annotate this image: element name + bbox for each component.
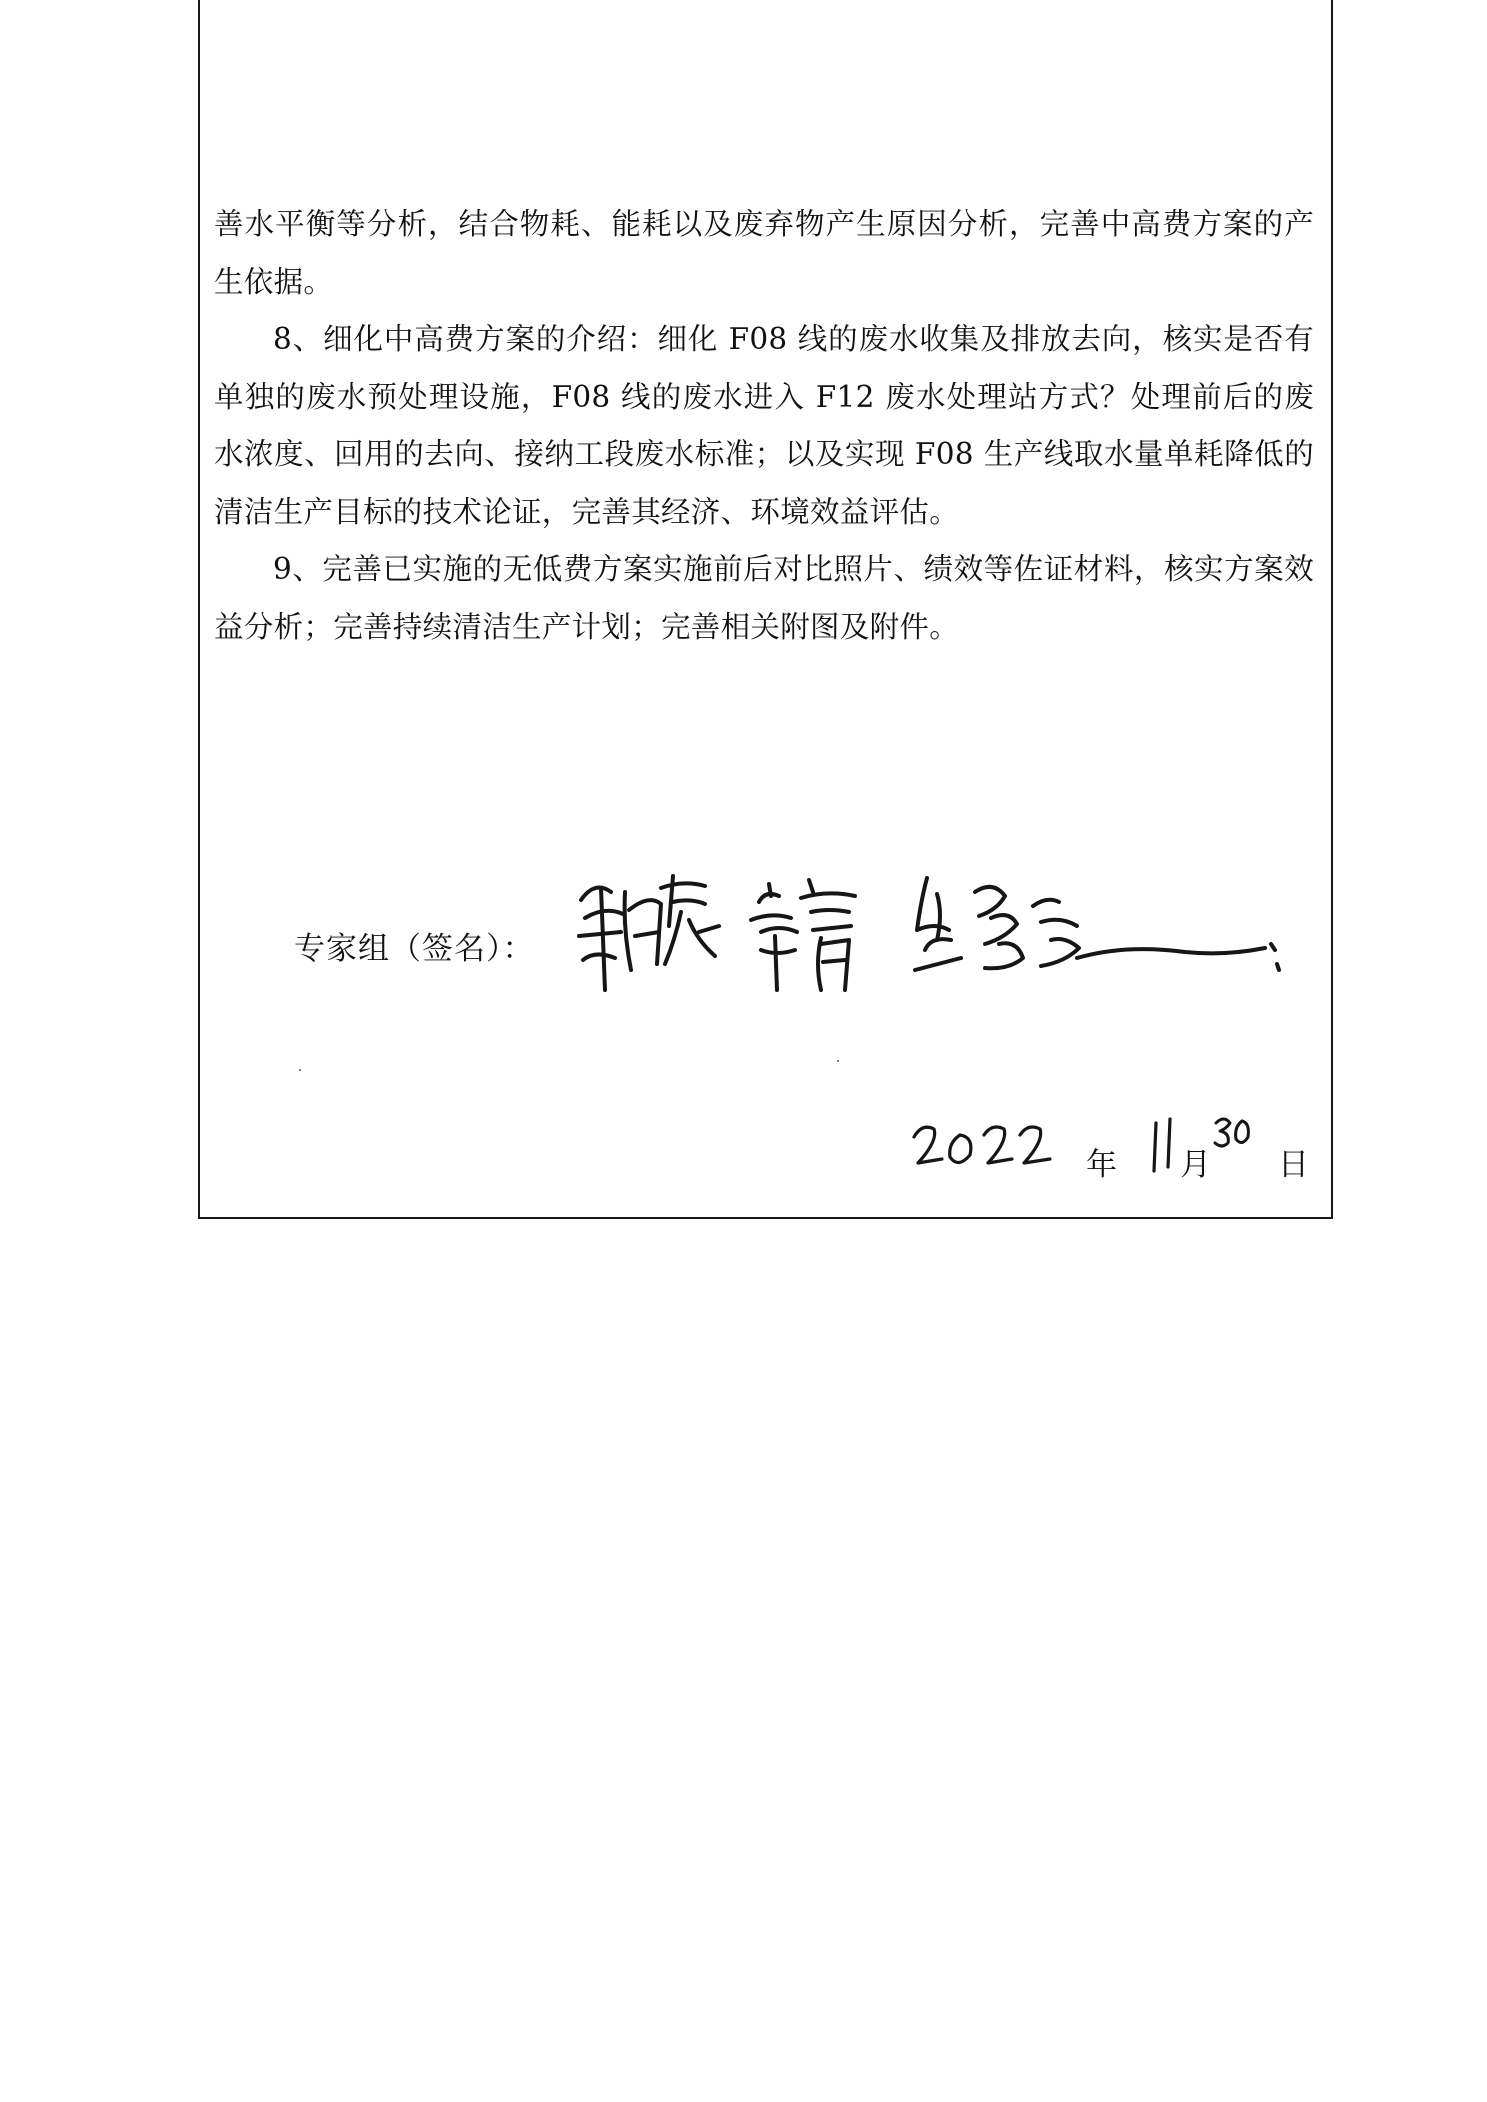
handwritten-month [1146, 1113, 1180, 1183]
handwritten-year [908, 1113, 1058, 1183]
review-opinion-box [198, 0, 1333, 1219]
paragraph-item-9: 9、完善已实施的无低费方案实施前后对比照片、绩效等佐证材料，核实方案效益分析；完善持续清洁生产计划；完善相关附图及附件。 [214, 552, 1314, 644]
paragraph-continuation: 善水平衡等分析，结合物耗、能耗以及废弃物产生原因分析，完善中高费方案的产生依据。 [214, 207, 1314, 299]
sign-date [908, 1113, 1328, 1193]
handwritten-day [1212, 1113, 1254, 1163]
year-unit: 年 [1086, 1147, 1117, 1183]
paragraph-item-8: 8、细化中高费方案的介绍：细化 F08 线的废水收集及排放去向，核实是否有单独的废水预处理设施，F08 线的废水进入 F12 废水处理站方式？处理前后的废水浓度、回用的去向、接纳工段废水标准；以及实现 F08 生产线取水量单耗降低的清洁生产目标的技术论证，完善其经济、环境效益评估。 [214, 322, 1314, 529]
day-unit: 日 [1278, 1147, 1309, 1183]
review-opinion-text [214, 196, 1314, 656]
handwritten-signatures [565, 840, 1385, 1020]
scan-speck [837, 1060, 839, 1062]
signature-label: 专家组（签名）： [294, 931, 535, 967]
month-unit: 月 [1180, 1147, 1211, 1183]
scan-speck [299, 1069, 301, 1071]
